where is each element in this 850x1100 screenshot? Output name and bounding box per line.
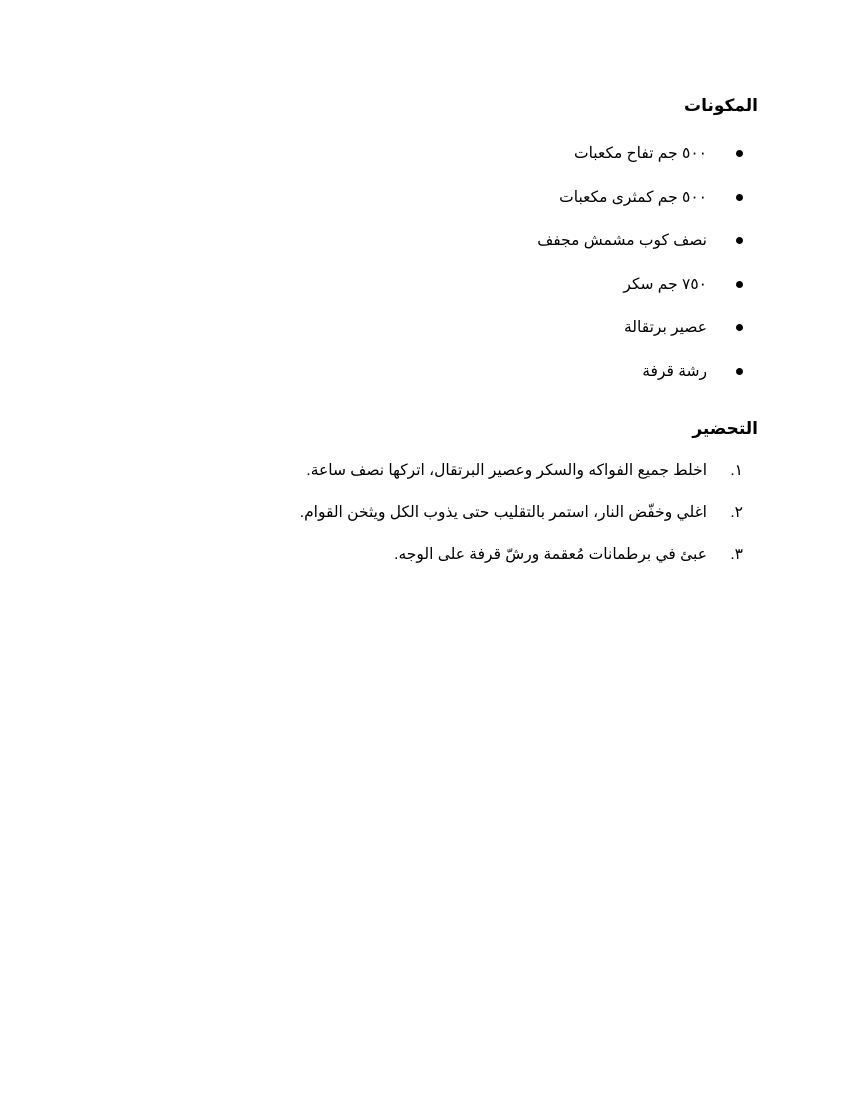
step-number: ٢. [730,504,743,521]
step-number: ٣. [730,546,743,563]
preparation-step [300,456,743,498]
ingredient-text: ٥٠٠ جم كمثرى مكعبات [559,188,707,206]
ingredient-item [537,183,743,227]
step-number: ١. [730,462,743,479]
step-text: عبئ في برطمانات مُعقمة ورشّ قرفة على الوجه. [394,546,707,563]
preparation-heading: التحضير [692,419,758,438]
ingredient-text: ٥٠٠ جم تفاح مكعبات [573,145,707,162]
bullet-icon [736,368,743,375]
bullet-icon [736,150,743,157]
step-text: اغلي وخفّض النار، استمر بالتقليب حتى يذوب الكل ويثخن القوام. [299,504,707,521]
ingredient-item [537,313,743,357]
ingredients-heading: المكونات [683,96,758,115]
ingredient-item [537,226,743,270]
bullet-icon [736,324,743,331]
ingredient-text: ٧٥٠ جم سكر [623,275,707,293]
ingredient-text: عصير برتقالة [623,319,707,336]
preparation-step [300,540,743,582]
bullet-icon [736,281,743,288]
ingredient-item [537,357,743,401]
ingredient-item [537,270,743,314]
ingredient-text: نصف كوب مشمش مجفف [537,232,707,249]
step-text: اخلط جميع الفواكه والسكر وعصير البرتقال، اتركها نصف ساعة. [306,462,707,479]
ingredient-text: رشة قرفة [642,362,707,380]
bullet-icon [736,194,743,201]
ingredients-list [537,139,743,400]
preparation-step [300,498,743,540]
bullet-icon [736,237,743,244]
ingredient-item [537,139,743,183]
preparation-steps-list [300,456,743,582]
